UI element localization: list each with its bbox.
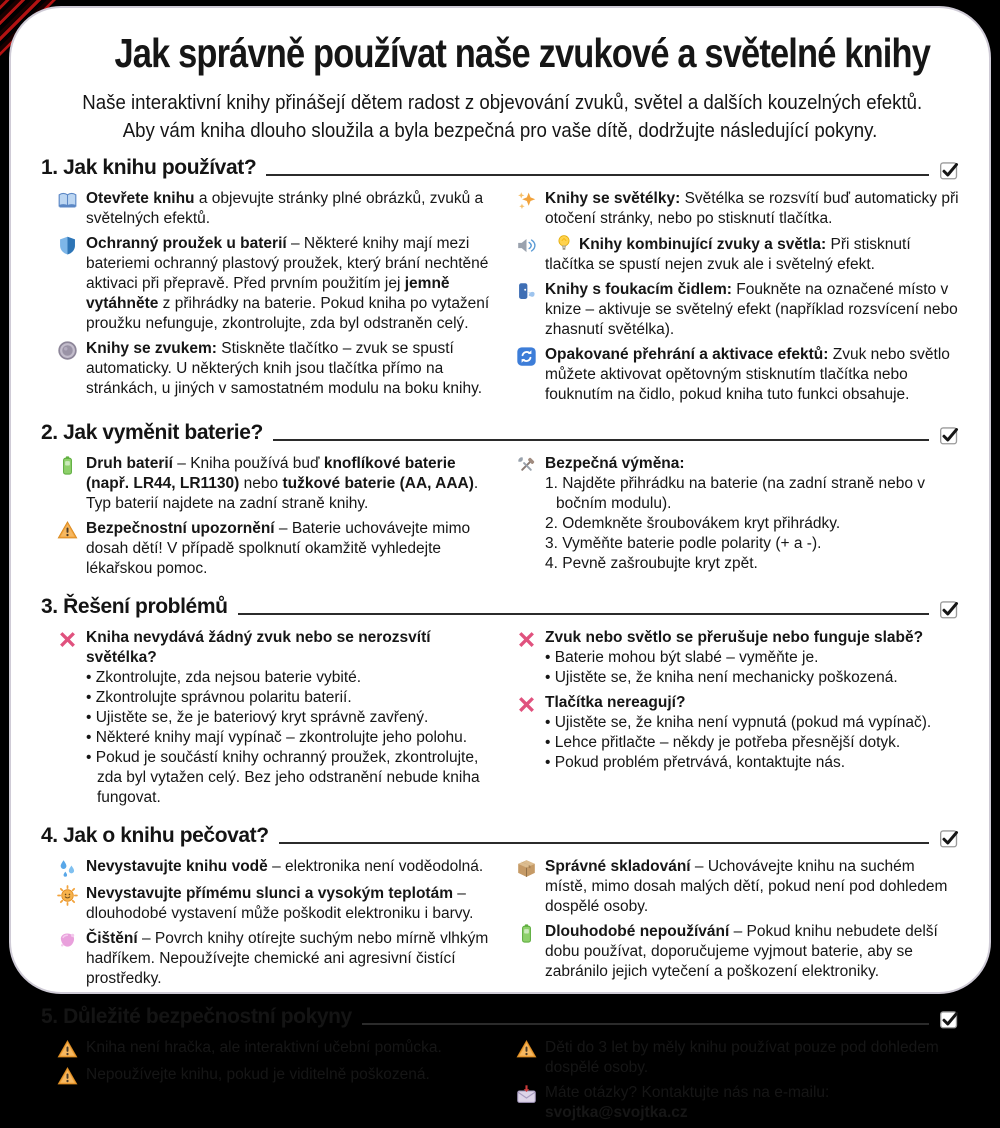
section-columns <box>41 1029 959 1128</box>
section-title: 3. Řešení problémů <box>41 595 228 618</box>
item-line: 1. Najděte přihrádku na baterie (na zadní straně nebo v bočním modulu). <box>545 475 925 512</box>
checkbox-check-icon <box>939 599 959 619</box>
list-item <box>57 454 500 514</box>
lightbulb-icon <box>555 234 573 252</box>
text-segment: jemně vytáhněte <box>86 275 450 312</box>
item-text <box>545 628 923 688</box>
item-text <box>545 1083 959 1123</box>
text-segment: . Typ baterií najdete na zadní straně knihy. <box>86 475 479 512</box>
text-segment: Nevystavujte přímému slunci a vysokým teplotám <box>86 885 453 902</box>
section-title: 4. Jak o knihu pečovat? <box>41 824 269 847</box>
text-segment: – Pokud knihu nebudete delší dobu používat, doporučujeme vyjmout baterie, aby se zabránilo jejich vytečení a poškození elektroniky. <box>545 923 938 980</box>
text-segment: – Baterie uchovávejte mimo dosah dětí! V případě spolknutí okamžitě vyhledejte lékařskou pomoc. <box>86 520 471 577</box>
soap-icon <box>57 930 78 951</box>
list-item <box>57 1065 500 1087</box>
sound-button-icon <box>57 340 78 361</box>
right-column <box>516 450 959 584</box>
section-2 <box>41 421 959 584</box>
text-segment: Děti do 3 let by měly knihu používat pouze pod dohledem dospělé osoby. <box>545 1039 939 1076</box>
item-line: 2. Odemkněte šroubovákem kryt přihrádky. <box>545 515 841 532</box>
blow-sensor-icon <box>516 281 537 302</box>
section-4 <box>41 824 959 994</box>
list-item <box>516 693 959 773</box>
section-header-3 <box>41 595 959 619</box>
item-line: • Zkontrolujte, zda nejsou baterie vybité. <box>86 669 362 686</box>
text-segment: – Uchovávejte knihu na suchém místě, mimo dosah malých dětí, pokud není pod dohledem dospělé osoby. <box>545 858 948 915</box>
speaker-icon <box>516 235 537 256</box>
list-item <box>57 234 500 334</box>
text-segment: tužkové baterie (AA, AAA) <box>282 475 474 492</box>
section-header-1 <box>41 156 959 180</box>
section-header-2 <box>41 421 959 445</box>
text-segment: Tlačítka nereagují? <box>545 694 686 711</box>
battery-icon <box>57 455 78 476</box>
sparkles-icon <box>516 190 537 211</box>
right-column <box>516 185 959 410</box>
item-text <box>86 857 483 879</box>
intro-line-2: Aby vám kniha dlouho sloužila a byla bezpečná pro vaše dítě, dodržujte následující pokyny. <box>122 119 878 142</box>
text-segment: Knihy se zvukem: <box>86 340 217 357</box>
water-drops-icon <box>57 858 78 879</box>
text-segment: – Povrch knihy otírejte suchým nebo mírně vlhkým hadříkem. Nepoužívejte chemické ani agresivní čistící prostředky. <box>86 930 489 987</box>
item-line: • Pokud je součástí knihy ochranný proužek, zkontrolujte, zda byl vytažen celý. Bez jeho odstranění nebude kniha fungovat. <box>86 749 480 806</box>
item-line: • Ujistěte se, že je bateriový kryt správně zavřený. <box>86 709 429 726</box>
list-item <box>57 857 500 879</box>
left-column <box>57 624 500 813</box>
text-segment: Světélka se rozsvítí buď automaticky při otočení stránky, nebo po stisknutí tlačítka. <box>545 190 959 227</box>
text-segment: Nevystavujte knihu vodě <box>86 858 268 875</box>
section-columns <box>41 180 959 410</box>
list-item <box>516 189 959 229</box>
list-item <box>57 189 500 229</box>
text-segment: Bezpečná výměna: <box>545 455 685 472</box>
item-text <box>545 693 931 773</box>
section-columns <box>41 848 959 994</box>
section-columns <box>41 619 959 813</box>
list-item <box>516 628 959 688</box>
text-segment: Při stisknutí tlačítka se spustí nejen zvuk ale i světelný efekt. <box>545 236 911 273</box>
item-text <box>86 519 500 579</box>
checkbox-check-icon <box>939 425 959 445</box>
section-divider <box>238 613 929 615</box>
list-item <box>516 857 959 917</box>
item-text <box>545 345 959 405</box>
item-line: 4. Pevně zašroubujte kryt zpět. <box>545 555 758 572</box>
right-column <box>516 853 959 994</box>
section-title: 5. Důležité bezpečnostní pokyny <box>41 1005 352 1028</box>
list-item <box>57 628 500 808</box>
item-text <box>545 189 959 229</box>
section-5 <box>41 1005 959 1128</box>
text-segment: Knihy se světélky: <box>545 190 681 207</box>
item-text <box>86 884 500 924</box>
list-item <box>516 454 959 574</box>
refresh-icon <box>516 346 537 367</box>
text-segment: Knihy s foukacím čidlem: <box>545 281 732 298</box>
text-segment: Foukněte na označené místo v knize – aktivuje se světelný efekt (například rozsvícení nebo zhasnutí světélka). <box>545 281 958 338</box>
item-text <box>86 234 500 334</box>
section-title: 1. Jak knihu používat? <box>41 156 257 179</box>
page-title: Jak správně používat naše zvukové a světelné knihy <box>114 30 931 76</box>
item-line: • Některé knihy mají vypínač – zkontrolujte jeho polohu. <box>86 729 468 746</box>
open-book-icon <box>57 190 78 211</box>
item-line: • Zkontrolujte správnou polaritu baterií. <box>86 689 352 706</box>
warning-icon <box>57 1039 78 1060</box>
warning-icon <box>57 1066 78 1087</box>
text-segment: Opakované přehrání a aktivace efektů: <box>545 346 829 363</box>
x-cross-icon <box>516 629 537 650</box>
text-segment: Máte otázky? Kontaktujte nás na e-mailu: <box>545 1084 830 1101</box>
list-item <box>57 339 500 399</box>
list-item <box>57 929 500 989</box>
item-line: • Ujistěte se, že kniha není mechanicky poškozená. <box>545 669 898 686</box>
item-text <box>86 1038 442 1060</box>
section-header-5 <box>41 1005 959 1029</box>
list-item <box>516 1083 959 1123</box>
x-cross-icon <box>516 694 537 715</box>
text-segment: Otevřete knihu <box>86 190 195 207</box>
item-line: 3. Vyměňte baterie podle polarity (+ a -). <box>545 535 822 552</box>
text-segment: Stiskněte tlačítko – zvuk se spustí automaticky. U některých knih jsou tlačítka přímo na stránkách, u jiných v samostatném modulu na boku knihy. <box>86 340 483 397</box>
text-segment: Knihy kombinující zvuky a světla: <box>579 236 827 253</box>
intro-line-1: Naše interaktivní knihy přinášejí dětem radost z objevování zvuků, světel a dalších kouzelných efektů. <box>82 91 923 114</box>
item-line: • Ujistěte se, že kniha není vypnutá (pokud má vypínač). <box>545 714 932 731</box>
item-text <box>86 1065 430 1087</box>
envelope-icon <box>516 1084 537 1105</box>
sections-container <box>41 156 959 1128</box>
list-item <box>516 234 959 275</box>
text-segment: svojtka@svojtka.cz <box>545 1104 688 1121</box>
section-columns <box>41 445 959 584</box>
text-segment: Druh baterií <box>86 455 173 472</box>
text-segment: Bezpečnostní upozornění <box>86 520 275 537</box>
text-segment: – dlouhodobé vystavení může poškodit elektroniku i barvy. <box>86 885 474 922</box>
item-text <box>545 857 959 917</box>
list-item <box>57 1038 500 1060</box>
x-cross-icon <box>57 629 78 650</box>
item-text <box>545 280 959 340</box>
left-column <box>57 450 500 584</box>
tools-icon <box>516 455 537 476</box>
text-segment: nebo <box>239 475 283 492</box>
shield-icon <box>57 235 78 256</box>
list-item <box>516 345 959 405</box>
section-divider <box>279 842 929 844</box>
text-segment: Kniha nevydává žádný zvuk nebo se nerozsvítí světélka? <box>86 629 431 666</box>
text-segment: Zvuk nebo světlo se přerušuje nebo funguje slabě? <box>545 629 924 646</box>
text-segment: Správné skladování <box>545 858 691 875</box>
text-segment: a objevujte stránky plné obrázků, zvuků a světelných efektů. <box>86 190 484 227</box>
section-title: 2. Jak vyměnit baterie? <box>41 421 263 444</box>
item-text <box>86 339 500 399</box>
list-item <box>516 280 959 340</box>
item-text <box>545 234 959 275</box>
text-segment: – Některé knihy mají mezi bateriemi ochranný plastový proužek, který brání nechtěné aktivaci při přepravě. Před prvním použitím jej <box>86 235 489 292</box>
intro-text <box>41 89 959 145</box>
warning-icon <box>57 520 78 541</box>
battery-icon <box>516 923 537 944</box>
item-line: • Lehce přitlačte – někdy je potřeba přesnější dotyk. <box>545 734 901 751</box>
text-segment: Kniha není hračka, ale interaktivní učební pomůcka. <box>86 1039 442 1056</box>
item-text <box>545 1038 959 1078</box>
section-divider <box>266 174 929 176</box>
left-column <box>57 853 500 994</box>
section-3 <box>41 595 959 813</box>
list-item <box>57 519 500 579</box>
left-column <box>57 1034 500 1128</box>
section-1 <box>41 156 959 410</box>
left-column <box>57 185 500 410</box>
item-text <box>86 628 500 808</box>
text-segment: Čištění <box>86 930 138 947</box>
text-segment: z přihrádky na baterie. Pokud kniha po vytažení proužku nefunguje, zkontrolujte, zda byl odstraněn celý. <box>86 295 490 332</box>
right-column <box>516 624 959 813</box>
list-item <box>516 922 959 982</box>
section-divider <box>362 1023 929 1025</box>
right-column <box>516 1034 959 1128</box>
item-text <box>86 189 500 229</box>
checkbox-check-icon <box>939 1009 959 1029</box>
text-segment: knoflíkové baterie (např. LR44, LR1130) <box>86 455 456 492</box>
package-icon <box>516 858 537 879</box>
leaflet-card <box>9 6 991 1121</box>
section-divider <box>273 439 929 441</box>
list-item <box>516 1038 959 1078</box>
item-text <box>86 929 500 989</box>
section-header-4 <box>41 824 959 848</box>
list-item <box>57 884 500 924</box>
text-segment: Nepoužívejte knihu, pokud je viditelně poškozená. <box>86 1066 430 1083</box>
text-segment: Dlouhodobé nepoužívání <box>545 923 730 940</box>
sun-icon <box>57 885 78 906</box>
item-line: • Pokud problém přetrvává, kontaktujte nás. <box>545 754 846 771</box>
checkbox-check-icon <box>939 160 959 180</box>
item-text <box>545 922 959 982</box>
checkbox-check-icon <box>939 828 959 848</box>
text-segment: – elektronika není voděodolná. <box>267 858 484 875</box>
text-segment: Zvuk nebo světlo můžete aktivovat opětovným stisknutím tlačítka nebo fouknutím na čidlo, pokud kniha tuto funkci obsahuje. <box>545 346 950 403</box>
warning-icon <box>516 1039 537 1060</box>
item-line: • Baterie mohou být slabé – vyměňte je. <box>545 649 819 666</box>
text-segment: Ochranný proužek u baterií <box>86 235 287 252</box>
item-text <box>86 454 500 514</box>
text-segment: – Kniha používá buď <box>172 455 324 472</box>
item-text <box>545 454 959 574</box>
